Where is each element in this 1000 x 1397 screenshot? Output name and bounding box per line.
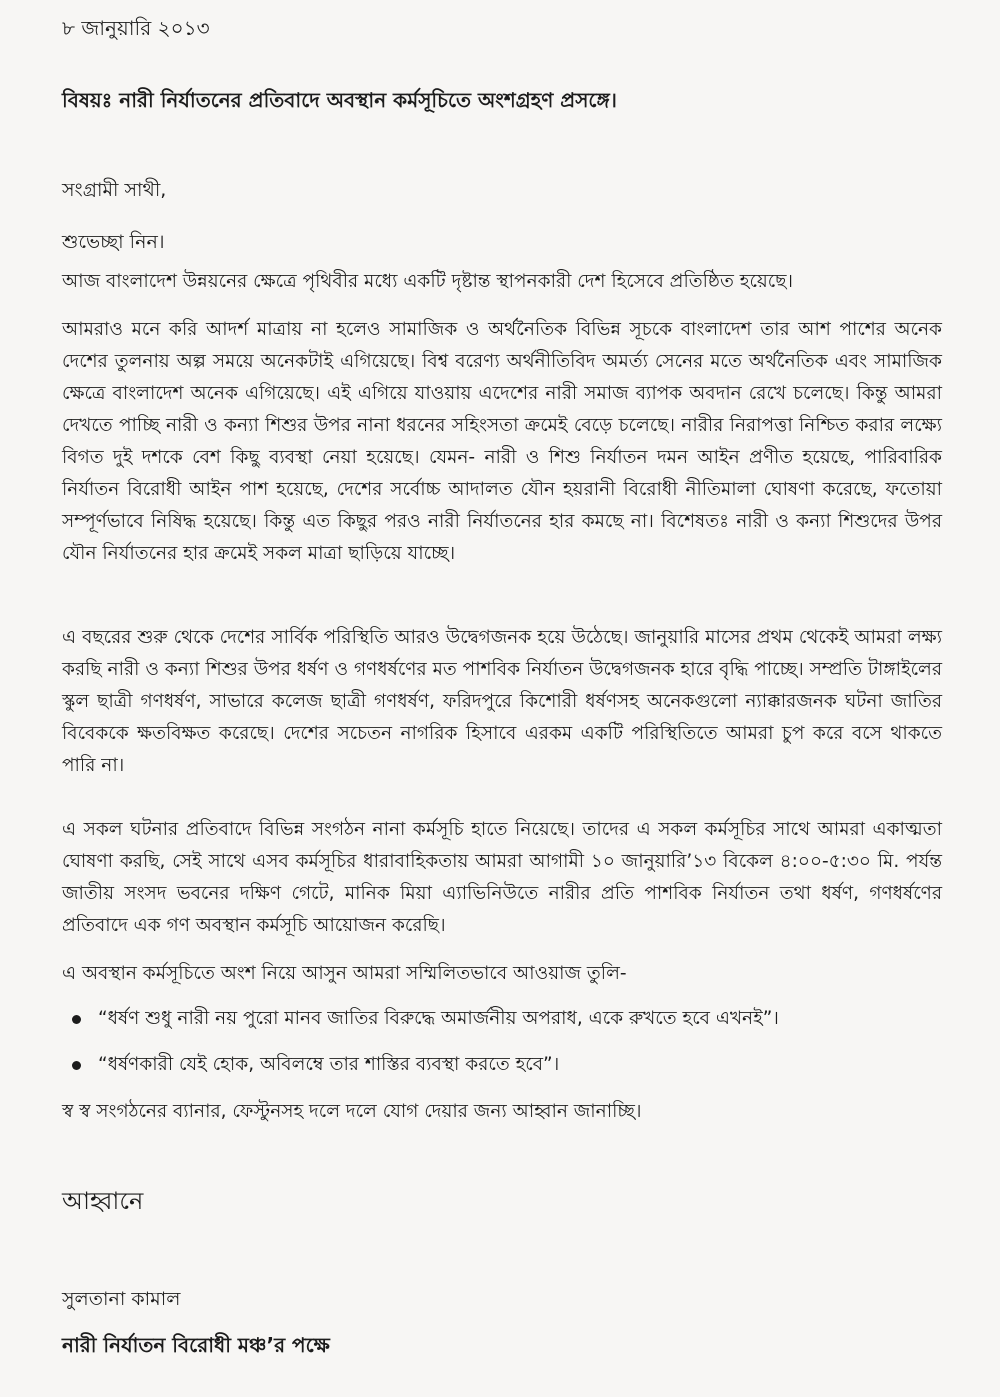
greeting: শুভেচ্ছা নিন। [62, 231, 165, 253]
list-item [62, 1048, 942, 1086]
paragraph-progress: আমরাও মনে করি আদর্শ মাত্রায় না হলেও সামাজিক ও অর্থনৈতিক বিভিন্ন সূচকে বাংলাদেশ তার আশ পাশের অনেক দেশের তুলনায় অল্প সময়ে অনেকটাই এগিয়েছে। বিশ্ব বরেণ্য অর্থনীতিবিদ অমর্ত্য সেনের মতে অর্থনৈতিক এবং সামাজিক ক্ষেত্রে বাংলাদেশ অনেক এগিয়েছে। এই এগিয়ে যাওয়ায় এদেশের নারী সমাজ ব্যাপক অবদান রেখে চলেছে। কিন্তু আমরা দেখতে পাচ্ছি নারী ও কন্যা শিশুর উপর নানা ধরনের সহিংসতা ক্রমেই বেড়ে চলেছে। নারীর নিরাপত্তা নিশ্চিত করার লক্ষ্যে বিগত দুই দশকে বেশ কিছু ব্যবস্থা নেয়া হয়েছে। যেমন- নারী ও শিশু নির্যাতন দমন আইন প্রণীত হয়েছে, পারিবারিক নির্যাতন বিরোধী আইন পাশ হয়েছে, দেশের সর্বোচ্চ আদালত যৌন হয়রানী বিরোধী নীতিমালা ঘোষণা করেছে, ফতোয়া সম্পূর্ণভাবে নিষিদ্ধ হয়েছে। কিন্তু এত কিছুর পরও নারী নির্যাতনের হার কমছে না। বিশেষতঃ নারী ও কন্যা শিশুদের উপর যৌন নির্যাতনের হার ক্রমেই সকল মাত্রা ছাড়িয়ে যাচ্ছে। [62, 319, 942, 564]
letter-subject: বিষয়ঃ নারী নির্যাতনের প্রতিবাদে অবস্থান কর্মসূচিতে অংশগ্রহণ প্রসঙ্গে। [62, 88, 617, 112]
organization-name: নারী নির্যাতন বিরোধী মঞ্চ’র পক্ষে [62, 1333, 330, 1357]
paragraph-program: এ সকল ঘটনার প্রতিবাদে বিভিন্ন সংগঠন নানা কর্মসূচি হাতে নিয়েছে। তাদের এ সকল কর্মসূচির সাথে আমরা একাত্মতা ঘোষণা করছি, সেই সাথে এসব কর্মসূচির ধারাবাহিকতায় আমরা আগামী ১০ জানুয়ারি’১৩ বিকেল ৪:০০-৫:৩০ মি. পর্যন্ত জাতীয় সংসদ ভবনের দক্ষিণ গেটে, মানিক মিয়া এ্যাভিনিউতে নারীর প্রতি পাশবিক নির্যাতন তথা ধর্ষণ, গণধর্ষণের প্রতিবাদে এক গণ অবস্থান কর্মসূচি আয়োজন করেছি। [62, 819, 942, 936]
list-item [62, 1002, 942, 1040]
paragraph-intro: আজ বাংলাদেশ উন্নয়নের ক্ষেত্রে পৃথিবীর মধ্যে একটি দৃষ্টান্ত স্থাপনকারী দেশ হিসেবে প্রতিষ্ঠিত হয়েছে। [62, 271, 794, 292]
slogan-text: “ধর্ষণকারী যেই হোক, অবিলম্বে তার শাস্তির ব্যবস্থা করতে হবে”। [98, 1054, 560, 1075]
slogan-text: “ধর্ষণ শুধু নারী নয় পুরো মানব জাতির বিরুদ্ধে অমার্জনীয় অপরাধ, একে রুখতে হবে এখনই”। [98, 1008, 779, 1029]
bullet-icon [72, 1061, 81, 1070]
paragraph-call: এ অবস্থান কর্মসূচিতে অংশ নিয়ে আসুন আমরা সম্মিলিতভাবে আওয়াজ তুলি- [62, 963, 627, 984]
paragraph-situation: এ বছরের শুরু থেকে দেশের সার্বিক পরিস্থিতি আরও উদ্বেগজনক হয়ে উঠেছে। জানুয়ারি মাসের প্রথম থেকেই আমরা লক্ষ্য করছি নারী ও কন্যা শিশুর উপর ধর্ষণ ও গণধর্ষণের মত পাশবিক নির্যাতন উদ্বেগজনক হারে বৃদ্ধি পাচ্ছে। সম্প্রতি টাঙ্গাইলের স্কুল ছাত্রী গণধর্ষণ, সাভারে কলেজ ছাত্রী গণধর্ষণ, ফরিদপুরে কিশোরী ধর্ষণসহ অনেকগুলো ন্যাক্কারজনক ঘটনা জাতির বিবেককে ক্ষতবিক্ষত করেছে। দেশের সচেতন নাগরিক হিসাবে এরকম একটি পরিস্থিতিতে আমরা চুপ করে বসে থাকতে পারি না। [62, 627, 942, 776]
appeal-heading: আহ্বানে [62, 1187, 144, 1215]
salutation: সংগ্রামী সাথী, [62, 179, 167, 201]
bullet-icon [72, 1015, 81, 1024]
signer-name: সুলতানা কামাল [62, 1288, 181, 1310]
slogan-list [62, 1002, 942, 1094]
closing-paragraph: স্ব স্ব সংগঠনের ব্যানার, ফেস্টুনসহ দলে দলে যোগ দেয়ার জন্য আহ্বান জানাচ্ছি। [62, 1101, 642, 1122]
letter-date: ৮ জানুয়ারি ২০১৩ [62, 16, 210, 40]
